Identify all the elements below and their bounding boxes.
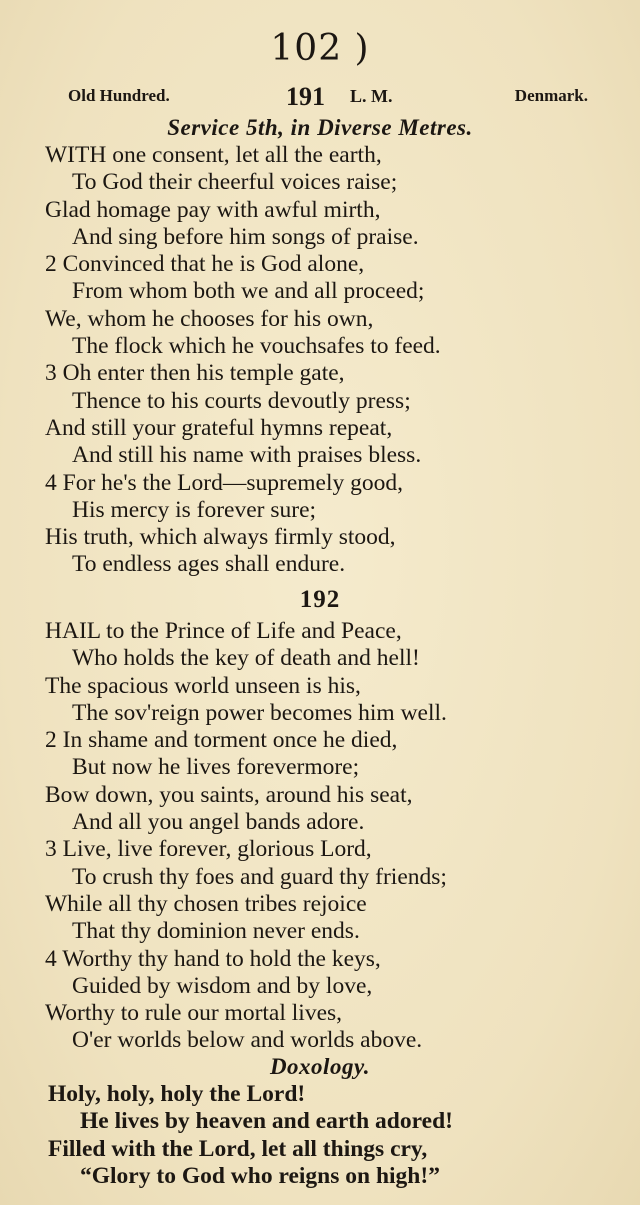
verse-line: Who holds the key of death and hell! bbox=[72, 645, 420, 672]
hymn-191-verses bbox=[0, 142, 640, 579]
tune-name-right: Denmark. bbox=[514, 86, 588, 105]
verse-line: And still your grateful hymns repeat, bbox=[45, 414, 393, 441]
verse-line: Bow down, you saints, around his seat, bbox=[45, 781, 413, 808]
verse-line: He lives by heaven and earth adored! bbox=[80, 1108, 453, 1135]
verse-line: To endless ages shall endure. bbox=[72, 551, 346, 578]
meter-label: L. M. bbox=[350, 86, 393, 106]
verse-line: And still his name with praises bless. bbox=[72, 442, 422, 469]
verse-line: And all you angel bands adore. bbox=[72, 809, 365, 836]
verse-line: Holy, holy, holy the Lord! bbox=[48, 1081, 306, 1107]
verse-line: 2 In shame and torment once he died, bbox=[45, 727, 398, 754]
verse-line: Worthy to rule our mortal lives, bbox=[45, 1000, 343, 1027]
verse-line: O'er worlds below and worlds above. bbox=[72, 1027, 423, 1054]
verse-line: WITH one consent, let all the earth, bbox=[45, 142, 382, 168]
hymn-number-192: 192 bbox=[299, 586, 341, 613]
verse-line: 2 Convinced that he is God alone, bbox=[45, 251, 365, 278]
verse-line: Filled with the Lord, let all things cry, bbox=[48, 1135, 428, 1162]
doxology-title: Doxology. bbox=[269, 1054, 371, 1079]
verse-line: From whom both we and all proceed; bbox=[72, 278, 425, 305]
verse-line: The sov'reign power becomes him well. bbox=[72, 699, 447, 726]
verse-line: 3 Oh enter then his temple gate, bbox=[45, 360, 345, 387]
section-title: Service 5th, in Diverse Metres. bbox=[167, 115, 473, 140]
verse-line: The spacious world unseen is his, bbox=[45, 672, 361, 699]
verse-line: We, whom he chooses for his own, bbox=[45, 305, 374, 332]
page-number: 102 ) bbox=[270, 28, 370, 69]
verse-line: The flock which he vouchsafes to feed. bbox=[72, 333, 441, 360]
verse-line: But now he lives forevermore; bbox=[72, 754, 360, 781]
verse-line: His mercy is forever sure; bbox=[72, 496, 317, 523]
verse-line: To crush thy foes and guard thy friends; bbox=[72, 863, 447, 890]
verse-line: And sing before him songs of praise. bbox=[72, 223, 419, 250]
verse-line: Thence to his courts devoutly press; bbox=[72, 387, 411, 414]
verse-line: HAIL to the Prince of Life and Peace, bbox=[45, 618, 402, 644]
tune-header bbox=[68, 84, 588, 112]
verse-line: 4 Worthy thy hand to hold the keys, bbox=[45, 945, 381, 972]
verse-line: Glad homage pay with awful mirth, bbox=[45, 196, 381, 223]
verse-line: 4 For he's the Lord—supremely good, bbox=[45, 469, 403, 496]
verse-line: His truth, which always firmly stood, bbox=[45, 524, 396, 551]
verse-line: That thy dominion never ends. bbox=[72, 918, 360, 945]
verse-line: Guided by wisdom and by love, bbox=[72, 972, 373, 999]
doxology-verses bbox=[0, 1081, 640, 1190]
verse-line: To God their cheerful voices raise; bbox=[72, 169, 398, 196]
tune-name-left: Old Hundred. bbox=[68, 86, 170, 105]
hymn-number-191: 191 bbox=[286, 82, 325, 111]
hymn-192-verses bbox=[0, 618, 640, 1055]
verse-line: 3 Live, live forever, glorious Lord, bbox=[45, 836, 372, 863]
verse-line: “Glory to God who reigns on high!” bbox=[80, 1162, 440, 1189]
verse-line: While all thy chosen tribes rejoice bbox=[45, 890, 367, 917]
